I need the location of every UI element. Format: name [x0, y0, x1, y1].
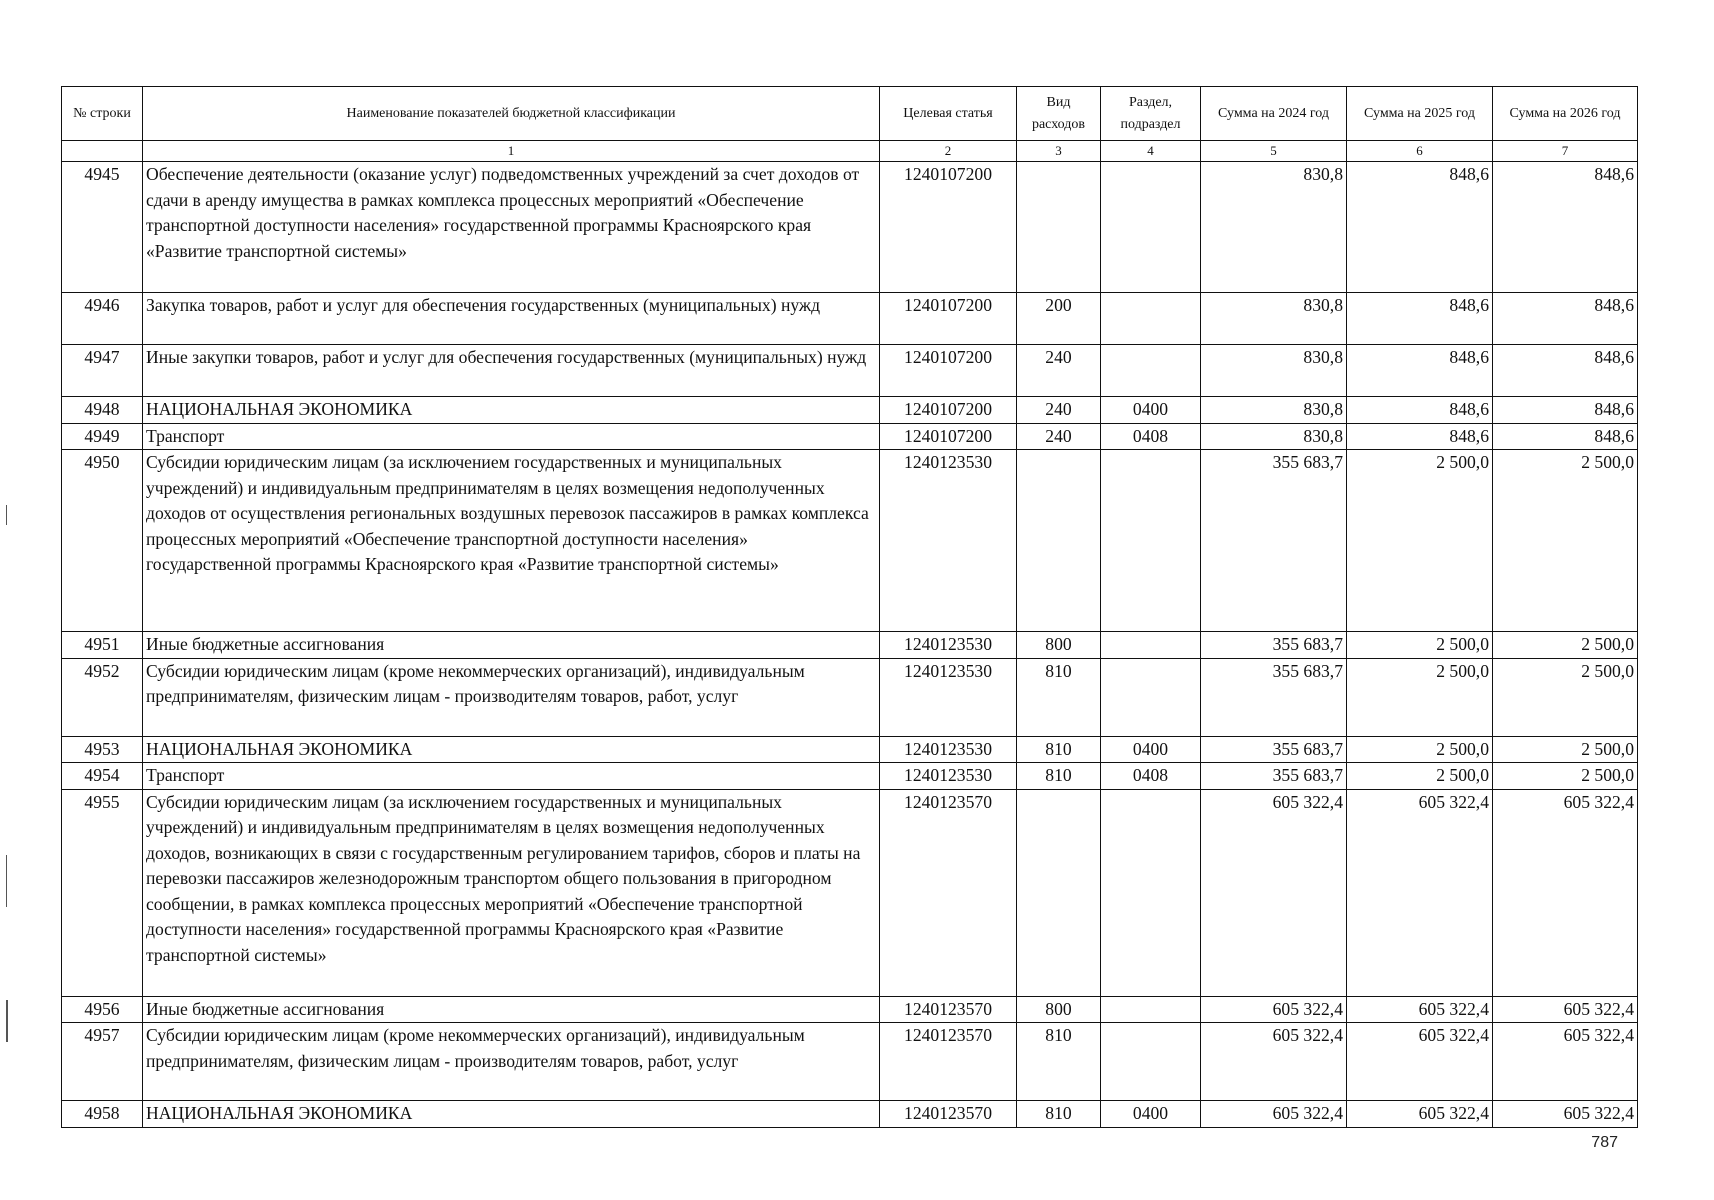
row-expense-type: 200 — [1017, 293, 1101, 345]
row-name: Иные бюджетные ассигнования — [143, 632, 880, 659]
row-expense-type: 810 — [1017, 736, 1101, 763]
row-section — [1101, 996, 1201, 1023]
row-target-article: 1240107200 — [880, 423, 1017, 450]
row-target-article: 1240123530 — [880, 763, 1017, 790]
row-sum-2024: 605 322,4 — [1201, 1023, 1347, 1101]
column-number-row — [62, 141, 1638, 162]
row-sum-2026: 605 322,4 — [1493, 1023, 1638, 1101]
table-header — [62, 87, 1638, 162]
table-row — [62, 162, 1638, 293]
row-target-article: 1240123530 — [880, 450, 1017, 632]
table-row — [62, 293, 1638, 345]
scan-artifact-mark — [6, 1000, 8, 1042]
row-expense-type: 240 — [1017, 423, 1101, 450]
row-section — [1101, 450, 1201, 632]
row-number: 4955 — [62, 789, 143, 996]
header-sum-2024: Сумма на 2024 год — [1201, 87, 1347, 141]
header-row — [62, 87, 1638, 141]
row-sum-2026: 848,6 — [1493, 293, 1638, 345]
row-section: 0408 — [1101, 423, 1201, 450]
row-name: Субсидии юридическим лицам (за исключением государственных и муниципальных учреждений) и индивидуальным предпринимателям в целях возмещения недополученных доходов, возникающих в связи с государственным регулированием тарифов, сборов и платы на перевозки пассажиров железнодорожным транспортом общего пользования в пригородном сообщении, в рамках комплекса процессных мероприятий «Обеспечение транспортной доступности населения» государственной программы Красноярского края «Развитие транспортной системы» — [143, 789, 880, 996]
table-row — [62, 789, 1638, 996]
row-sum-2026: 605 322,4 — [1493, 1101, 1638, 1128]
row-sum-2024: 605 322,4 — [1201, 996, 1347, 1023]
row-expense-type: 800 — [1017, 632, 1101, 659]
row-name: НАЦИОНАЛЬНАЯ ЭКОНОМИКА — [143, 1101, 880, 1128]
row-section — [1101, 658, 1201, 736]
row-expense-type: 800 — [1017, 996, 1101, 1023]
row-name: НАЦИОНАЛЬНАЯ ЭКОНОМИКА — [143, 736, 880, 763]
row-expense-type: 810 — [1017, 1101, 1101, 1128]
row-target-article: 1240123530 — [880, 736, 1017, 763]
row-sum-2026: 2 500,0 — [1493, 763, 1638, 790]
row-number: 4950 — [62, 450, 143, 632]
table-row — [62, 632, 1638, 659]
column-number: 4 — [1101, 141, 1201, 162]
row-name: Субсидии юридическим лицам (кроме некоммерческих организаций), индивидуальным предпринимателям, физическим лицам - производителям товаров, работ, услуг — [143, 658, 880, 736]
row-sum-2026: 2 500,0 — [1493, 658, 1638, 736]
column-number: 6 — [1347, 141, 1493, 162]
row-sum-2025: 2 500,0 — [1347, 658, 1493, 736]
row-sum-2024: 355 683,7 — [1201, 658, 1347, 736]
scan-artifact-mark — [6, 855, 7, 907]
row-name: Субсидии юридическим лицам (за исключением государственных и муниципальных учреждений) и индивидуальным предпринимателям в целях возмещения недополученных доходов от осуществления региональных воздушных перевозок пассажиров в рамках комплекса процессных мероприятий «Обеспечение транспортной доступности населения» государственной программы Красноярского края «Развитие транспортной системы» — [143, 450, 880, 632]
row-sum-2026: 2 500,0 — [1493, 450, 1638, 632]
row-expense-type: 240 — [1017, 345, 1101, 397]
column-number: 2 — [880, 141, 1017, 162]
row-sum-2024: 355 683,7 — [1201, 763, 1347, 790]
row-sum-2026: 2 500,0 — [1493, 632, 1638, 659]
row-name: Иные закупки товаров, работ и услуг для обеспечения государственных (муниципальных) нужд — [143, 345, 880, 397]
header-section: Раздел, подраздел — [1101, 87, 1201, 141]
row-target-article: 1240123530 — [880, 658, 1017, 736]
row-target-article: 1240123570 — [880, 996, 1017, 1023]
row-number: 4952 — [62, 658, 143, 736]
row-target-article: 1240123570 — [880, 1023, 1017, 1101]
row-number: 4946 — [62, 293, 143, 345]
row-sum-2025: 2 500,0 — [1347, 763, 1493, 790]
table-row — [62, 658, 1638, 736]
row-number: 4947 — [62, 345, 143, 397]
row-sum-2026: 848,6 — [1493, 423, 1638, 450]
row-name: НАЦИОНАЛЬНАЯ ЭКОНОМИКА — [143, 397, 880, 424]
row-sum-2026: 605 322,4 — [1493, 996, 1638, 1023]
row-sum-2025: 2 500,0 — [1347, 632, 1493, 659]
row-number: 4945 — [62, 162, 143, 293]
table-row — [62, 423, 1638, 450]
row-sum-2024: 355 683,7 — [1201, 736, 1347, 763]
row-section — [1101, 1023, 1201, 1101]
table-body — [62, 162, 1638, 1128]
table-row — [62, 1023, 1638, 1101]
row-sum-2024: 355 683,7 — [1201, 450, 1347, 632]
row-expense-type: 240 — [1017, 397, 1101, 424]
table-row — [62, 736, 1638, 763]
row-name: Закупка товаров, работ и услуг для обеспечения государственных (муниципальных) нужд — [143, 293, 880, 345]
row-number: 4954 — [62, 763, 143, 790]
row-number: 4953 — [62, 736, 143, 763]
row-sum-2026: 848,6 — [1493, 397, 1638, 424]
page-number: 787 — [1591, 1134, 1618, 1151]
row-name: Субсидии юридическим лицам (кроме некоммерческих организаций), индивидуальным предпринимателям, физическим лицам - производителям товаров, работ, услуг — [143, 1023, 880, 1101]
row-name: Обеспечение деятельности (оказание услуг) подведомственных учреждений за счет доходов от сдачи в аренду имущества в рамках комплекса процессных мероприятий «Обеспечение транспортной доступности населения» государственной программы Красноярского края «Развитие транспортной системы» — [143, 162, 880, 293]
row-section: 0400 — [1101, 1101, 1201, 1128]
row-number: 4956 — [62, 996, 143, 1023]
row-name: Транспорт — [143, 763, 880, 790]
row-sum-2024: 830,8 — [1201, 345, 1347, 397]
column-number: 5 — [1201, 141, 1347, 162]
budget-table — [61, 86, 1638, 1128]
row-number: 4958 — [62, 1101, 143, 1128]
table-row — [62, 397, 1638, 424]
row-section: 0400 — [1101, 397, 1201, 424]
header-sum-2026: Сумма на 2026 год — [1493, 87, 1638, 141]
table-row — [62, 996, 1638, 1023]
row-sum-2024: 605 322,4 — [1201, 1101, 1347, 1128]
row-section — [1101, 789, 1201, 996]
row-target-article: 1240107200 — [880, 397, 1017, 424]
row-sum-2024: 605 322,4 — [1201, 789, 1347, 996]
row-section: 0408 — [1101, 763, 1201, 790]
table-row — [62, 1101, 1638, 1128]
row-section — [1101, 293, 1201, 345]
row-sum-2025: 605 322,4 — [1347, 1101, 1493, 1128]
row-sum-2025: 2 500,0 — [1347, 450, 1493, 632]
row-sum-2025: 848,6 — [1347, 162, 1493, 293]
row-sum-2025: 848,6 — [1347, 397, 1493, 424]
header-sum-2025: Сумма на 2025 год — [1347, 87, 1493, 141]
row-expense-type: 810 — [1017, 1023, 1101, 1101]
row-sum-2026: 848,6 — [1493, 162, 1638, 293]
row-sum-2025: 2 500,0 — [1347, 736, 1493, 763]
row-number: 4948 — [62, 397, 143, 424]
header-name: Наименование показателей бюджетной классификации — [143, 87, 880, 141]
row-section — [1101, 632, 1201, 659]
row-sum-2026: 848,6 — [1493, 345, 1638, 397]
row-expense-type — [1017, 789, 1101, 996]
column-number — [62, 141, 143, 162]
row-sum-2025: 605 322,4 — [1347, 1023, 1493, 1101]
row-section: 0400 — [1101, 736, 1201, 763]
table-row — [62, 450, 1638, 632]
column-number: 1 — [143, 141, 880, 162]
row-name: Транспорт — [143, 423, 880, 450]
header-expense-type: Вид расходов — [1017, 87, 1101, 141]
row-target-article: 1240123570 — [880, 789, 1017, 996]
header-row-no: № строки — [62, 87, 143, 141]
row-number: 4949 — [62, 423, 143, 450]
row-expense-type — [1017, 450, 1101, 632]
row-sum-2025: 605 322,4 — [1347, 996, 1493, 1023]
column-number: 3 — [1017, 141, 1101, 162]
row-target-article: 1240107200 — [880, 293, 1017, 345]
row-sum-2025: 605 322,4 — [1347, 789, 1493, 996]
row-sum-2026: 605 322,4 — [1493, 789, 1638, 996]
scan-artifact-mark — [6, 505, 7, 525]
row-target-article: 1240107200 — [880, 345, 1017, 397]
row-sum-2025: 848,6 — [1347, 345, 1493, 397]
row-expense-type — [1017, 162, 1101, 293]
table-row — [62, 763, 1638, 790]
row-number: 4951 — [62, 632, 143, 659]
row-expense-type: 810 — [1017, 658, 1101, 736]
row-sum-2024: 830,8 — [1201, 423, 1347, 450]
header-target: Целевая статья — [880, 87, 1017, 141]
row-sum-2025: 848,6 — [1347, 293, 1493, 345]
row-expense-type: 810 — [1017, 763, 1101, 790]
row-name: Иные бюджетные ассигнования — [143, 996, 880, 1023]
row-sum-2025: 848,6 — [1347, 423, 1493, 450]
row-sum-2024: 830,8 — [1201, 397, 1347, 424]
row-target-article: 1240123570 — [880, 1101, 1017, 1128]
row-sum-2024: 355 683,7 — [1201, 632, 1347, 659]
row-sum-2024: 830,8 — [1201, 293, 1347, 345]
row-sum-2024: 830,8 — [1201, 162, 1347, 293]
row-sum-2026: 2 500,0 — [1493, 736, 1638, 763]
row-target-article: 1240107200 — [880, 162, 1017, 293]
row-section — [1101, 162, 1201, 293]
row-section — [1101, 345, 1201, 397]
row-number: 4957 — [62, 1023, 143, 1101]
column-number: 7 — [1493, 141, 1638, 162]
table-row — [62, 345, 1638, 397]
row-target-article: 1240123530 — [880, 632, 1017, 659]
